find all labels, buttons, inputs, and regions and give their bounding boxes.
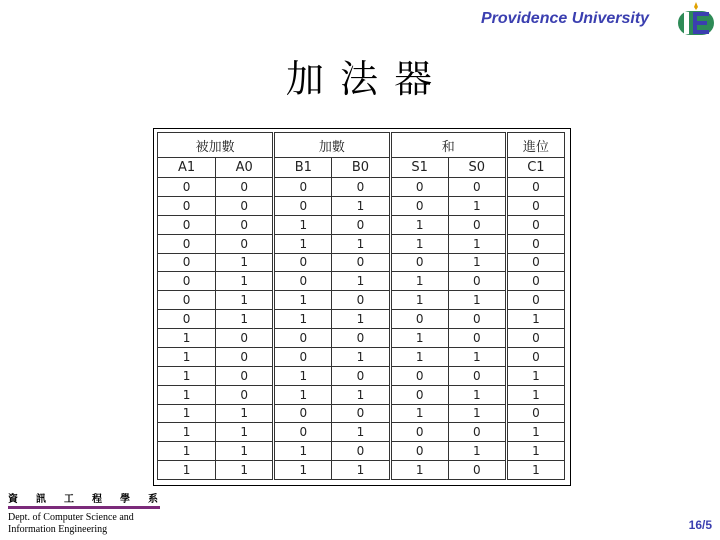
table-cell: 1 bbox=[158, 347, 216, 366]
dept-line-2: Information Engineering bbox=[8, 524, 108, 535]
table-cell: 1 bbox=[390, 461, 448, 480]
table-cell: 0 bbox=[274, 347, 332, 366]
group-header-addend: 加數 bbox=[274, 133, 390, 158]
column-header: B1 bbox=[274, 158, 332, 178]
table-row bbox=[158, 366, 565, 385]
table-cell: 1 bbox=[274, 310, 332, 329]
table-cell: 1 bbox=[216, 272, 274, 291]
table-cell: 1 bbox=[448, 291, 506, 310]
table-cell: 0 bbox=[506, 272, 564, 291]
group-header-row bbox=[158, 133, 565, 158]
table-cell: 0 bbox=[448, 272, 506, 291]
table-cell: 0 bbox=[506, 234, 564, 253]
table-row bbox=[158, 423, 565, 442]
table-cell: 0 bbox=[158, 178, 216, 197]
table-cell: 1 bbox=[332, 347, 390, 366]
table-cell: 0 bbox=[274, 196, 332, 215]
table-cell: 0 bbox=[216, 385, 274, 404]
column-header-row bbox=[158, 158, 565, 178]
table-cell: 0 bbox=[506, 253, 564, 272]
table-cell: 0 bbox=[332, 253, 390, 272]
department-logo bbox=[676, 0, 716, 38]
dept-char: 工 bbox=[64, 494, 74, 505]
group-header-augend: 被加數 bbox=[158, 133, 274, 158]
table-cell: 0 bbox=[158, 310, 216, 329]
table-cell: 1 bbox=[158, 385, 216, 404]
table-cell: 1 bbox=[448, 253, 506, 272]
dept-char: 程 bbox=[92, 494, 102, 505]
slide-title: 加 法 器 bbox=[285, 57, 435, 101]
table-cell: 1 bbox=[216, 253, 274, 272]
dept-char: 系 bbox=[148, 494, 158, 505]
table-row bbox=[158, 461, 565, 480]
table-row bbox=[158, 347, 565, 366]
table-row bbox=[158, 291, 565, 310]
column-header: C1 bbox=[506, 158, 564, 178]
table-cell: 1 bbox=[158, 423, 216, 442]
table-cell: 1 bbox=[274, 366, 332, 385]
table-row bbox=[158, 442, 565, 461]
table-cell: 0 bbox=[506, 329, 564, 348]
table-cell: 0 bbox=[332, 404, 390, 423]
table-cell: 0 bbox=[448, 215, 506, 234]
table-cell: 1 bbox=[506, 310, 564, 329]
table-cell: 0 bbox=[448, 366, 506, 385]
table-cell: 1 bbox=[390, 347, 448, 366]
truth-table-body bbox=[158, 178, 565, 480]
table-cell: 0 bbox=[216, 178, 274, 197]
table-cell: 0 bbox=[390, 423, 448, 442]
table-cell: 0 bbox=[216, 234, 274, 253]
table-cell: 1 bbox=[274, 291, 332, 310]
table-cell: 1 bbox=[274, 234, 332, 253]
table-cell: 0 bbox=[448, 310, 506, 329]
table-cell: 1 bbox=[216, 461, 274, 480]
table-cell: 1 bbox=[158, 404, 216, 423]
table-cell: 1 bbox=[158, 461, 216, 480]
table-row bbox=[158, 404, 565, 423]
table-cell: 1 bbox=[448, 404, 506, 423]
table-cell: 1 bbox=[274, 385, 332, 404]
table-cell: 0 bbox=[274, 178, 332, 197]
table-cell: 0 bbox=[390, 253, 448, 272]
table-row bbox=[158, 310, 565, 329]
department-chinese-name bbox=[8, 490, 158, 506]
table-row bbox=[158, 178, 565, 197]
table-cell: 0 bbox=[390, 196, 448, 215]
table-cell: 0 bbox=[390, 442, 448, 461]
table-cell: 1 bbox=[332, 385, 390, 404]
department-english-name bbox=[8, 512, 178, 536]
table-cell: 0 bbox=[506, 215, 564, 234]
table-cell: 0 bbox=[158, 196, 216, 215]
column-header: A0 bbox=[216, 158, 274, 178]
table-cell: 1 bbox=[390, 234, 448, 253]
table-row bbox=[158, 272, 565, 291]
table-cell: 1 bbox=[448, 196, 506, 215]
table-cell: 1 bbox=[332, 423, 390, 442]
table-cell: 0 bbox=[448, 329, 506, 348]
table-cell: 0 bbox=[506, 196, 564, 215]
table-cell: 1 bbox=[448, 385, 506, 404]
table-cell: 1 bbox=[506, 385, 564, 404]
table-cell: 1 bbox=[506, 423, 564, 442]
truth-table-frame bbox=[153, 128, 571, 486]
table-row bbox=[158, 253, 565, 272]
table-cell: 0 bbox=[274, 253, 332, 272]
column-header: S0 bbox=[448, 158, 506, 178]
table-cell: 1 bbox=[390, 215, 448, 234]
university-name: Providence University bbox=[481, 10, 650, 27]
table-cell: 0 bbox=[448, 461, 506, 480]
table-cell: 0 bbox=[332, 329, 390, 348]
table-row bbox=[158, 329, 565, 348]
table-cell: 0 bbox=[274, 404, 332, 423]
table-cell: 0 bbox=[274, 423, 332, 442]
table-cell: 0 bbox=[390, 310, 448, 329]
table-cell: 0 bbox=[448, 178, 506, 197]
table-cell: 0 bbox=[158, 253, 216, 272]
column-header: A1 bbox=[158, 158, 216, 178]
group-header-sum: 和 bbox=[390, 133, 506, 158]
table-cell: 1 bbox=[274, 215, 332, 234]
table-cell: 1 bbox=[390, 272, 448, 291]
table-cell: 0 bbox=[332, 178, 390, 197]
dept-char: 資 bbox=[8, 494, 18, 505]
table-cell: 1 bbox=[216, 404, 274, 423]
table-cell: 1 bbox=[332, 196, 390, 215]
table-cell: 1 bbox=[332, 310, 390, 329]
footer-divider bbox=[8, 506, 160, 509]
table-cell: 0 bbox=[390, 366, 448, 385]
table-cell: 1 bbox=[158, 329, 216, 348]
table-cell: 1 bbox=[216, 442, 274, 461]
table-cell: 1 bbox=[216, 310, 274, 329]
table-cell: 1 bbox=[216, 423, 274, 442]
table-cell: 0 bbox=[506, 404, 564, 423]
table-cell: 1 bbox=[506, 442, 564, 461]
table-cell: 0 bbox=[158, 215, 216, 234]
table-cell: 0 bbox=[332, 366, 390, 385]
table-cell: 0 bbox=[390, 385, 448, 404]
table-cell: 1 bbox=[158, 366, 216, 385]
truth-table bbox=[157, 132, 565, 480]
table-cell: 1 bbox=[506, 461, 564, 480]
table-cell: 0 bbox=[216, 366, 274, 385]
table-cell: 0 bbox=[158, 272, 216, 291]
table-cell: 1 bbox=[274, 461, 332, 480]
column-header: B0 bbox=[332, 158, 390, 178]
table-cell: 1 bbox=[390, 291, 448, 310]
table-cell: 0 bbox=[332, 291, 390, 310]
table-cell: 1 bbox=[332, 234, 390, 253]
table-cell: 1 bbox=[390, 329, 448, 348]
group-header-carry: 進位 bbox=[506, 133, 564, 158]
table-cell: 1 bbox=[332, 461, 390, 480]
table-cell: 0 bbox=[274, 272, 332, 291]
table-cell: 1 bbox=[390, 404, 448, 423]
table-cell: 0 bbox=[274, 329, 332, 348]
table-cell: 1 bbox=[332, 272, 390, 291]
table-cell: 1 bbox=[274, 442, 332, 461]
table-cell: 0 bbox=[158, 291, 216, 310]
table-cell: 0 bbox=[216, 347, 274, 366]
table-cell: 0 bbox=[332, 215, 390, 234]
table-cell: 1 bbox=[448, 347, 506, 366]
table-cell: 0 bbox=[216, 196, 274, 215]
table-cell: 0 bbox=[332, 442, 390, 461]
table-row bbox=[158, 196, 565, 215]
dept-char: 學 bbox=[120, 494, 130, 505]
table-cell: 1 bbox=[216, 291, 274, 310]
table-cell: 1 bbox=[158, 442, 216, 461]
table-row bbox=[158, 234, 565, 253]
table-cell: 1 bbox=[448, 234, 506, 253]
table-cell: 0 bbox=[216, 329, 274, 348]
table-cell: 1 bbox=[506, 366, 564, 385]
table-cell: 0 bbox=[216, 215, 274, 234]
table-row bbox=[158, 215, 565, 234]
table-cell: 0 bbox=[506, 291, 564, 310]
table-cell: 0 bbox=[448, 423, 506, 442]
column-header: S1 bbox=[390, 158, 448, 178]
page-number: 16/5 bbox=[688, 518, 712, 532]
table-row bbox=[158, 385, 565, 404]
table-cell: 0 bbox=[506, 178, 564, 197]
dept-char: 訊 bbox=[36, 494, 46, 505]
dept-line-1: Dept. of Computer Science and bbox=[8, 512, 134, 523]
table-cell: 0 bbox=[506, 347, 564, 366]
table-cell: 0 bbox=[390, 178, 448, 197]
table-cell: 0 bbox=[158, 234, 216, 253]
table-cell: 1 bbox=[448, 442, 506, 461]
